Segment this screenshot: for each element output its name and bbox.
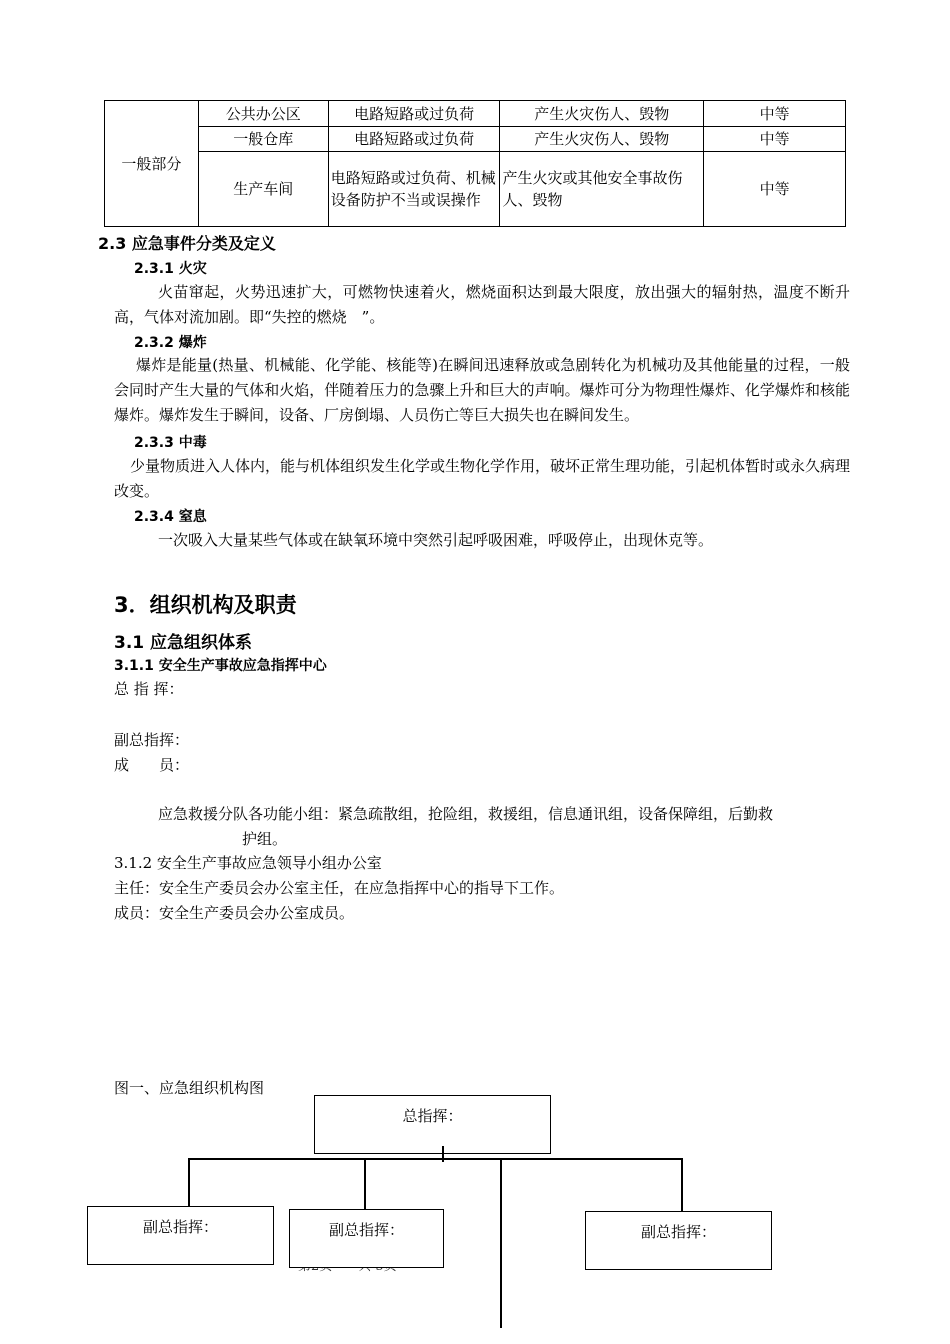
office-members-line: 成员：安全生产委员会办公室成员。: [114, 904, 355, 922]
right-connector: [681, 1158, 683, 1211]
deputy-box-label: 副总指挥：: [142, 1218, 218, 1236]
director-line: 主任：安全生产委员会办公室主任，在应急指挥中心的指导下工作。: [114, 879, 565, 897]
level-cell: 中等: [704, 101, 846, 127]
poison-paragraph: 少量物质进入人体内，能与机体组织发生化学或生物化学作用，破坏正常生理功能，引起机体暂时或永久病理改变。: [114, 457, 851, 500]
consequence-cell: 产生火灾或其他安全事故伤人、毁物: [500, 152, 704, 227]
group-cell: 一般部分: [105, 101, 199, 227]
commander-line: 总 指 挥：: [114, 680, 184, 698]
deputy-line: 副总指挥：: [114, 731, 190, 749]
groups-line-2: 护组。: [242, 830, 288, 848]
suffocation-paragraph: 一次吸入大量某些气体或在缺氧环境中突然引起呼吸困难，呼吸停止，出现休克等。: [158, 531, 714, 549]
commander-box-label: 总指挥：: [402, 1107, 463, 1125]
poison-heading: 2.3.3 中毒: [134, 435, 207, 451]
vertical-trunk: [500, 1158, 502, 1328]
cause-cell: 电路短路或过负荷: [328, 101, 500, 127]
explosion-paragraph: 爆炸是能量(热量、机械能、化学能、核能等)在瞬间迅速释放或急剧转化为机械功及其他能量的过程，一般会同时产生大量的气体和火焰，伴随着压力的急骤上升和巨大的声响。爆炸可分为物理性爆炸、化学爆炸和核能爆炸。爆炸发生于瞬间，设备、厂房倒塌、人员伤亡等巨大损失也在瞬间发生。: [114, 356, 850, 424]
consequence-cell: 产生火灾伤人、毁物: [500, 127, 704, 152]
place-cell: 一般仓库: [198, 127, 328, 152]
deputy-box-label: 副总指挥：: [640, 1223, 716, 1241]
level-cell: 中等: [704, 127, 846, 152]
commander-box: [314, 1095, 551, 1154]
explosion-heading: 2.3.2 爆炸: [134, 335, 207, 351]
fire-paragraph: 火苗窜起，火势迅速扩大，可燃物快速着火，燃烧面积达到最大限度，放出强大的辐射热，温度不断升高，气体对流加剧。即“失控的燃烧 ”。: [114, 283, 850, 326]
section-2-3-heading: 2.3 应急事件分类及定义: [98, 234, 276, 253]
deputy-box-right: [585, 1211, 772, 1270]
table-row: [105, 127, 846, 152]
section-3-1-2-heading: 3.1.2 安全生产事故应急领导小组办公室: [114, 854, 382, 872]
middle-connector: [364, 1158, 366, 1210]
table-row: [105, 101, 846, 127]
horizontal-connector: [188, 1158, 683, 1160]
table-row: [105, 152, 846, 227]
place-cell: 公共办公区: [198, 101, 328, 127]
cause-cell: 电路短路或过负荷: [328, 127, 500, 152]
members-line: 成 员：: [114, 756, 190, 774]
risk-table: [104, 100, 846, 227]
place-cell: 生产车间: [198, 152, 328, 227]
groups-line-1: 应急救援分队各功能小组：紧急疏散组，抢险组，救援组，信息通讯组，设备保障组，后勤救: [158, 805, 774, 823]
suffocation-heading: 2.3.4 窒息: [134, 509, 207, 525]
deputy-box-left: [87, 1206, 274, 1265]
left-connector: [188, 1158, 190, 1208]
cause-cell: 电路短路或过负荷、机械设备防护不当或误操作: [328, 152, 500, 227]
section-3-heading: 3．组织机构及职责: [114, 593, 297, 617]
center-tick: [442, 1146, 444, 1162]
consequence-cell: 产生火灾伤人、毁物: [500, 101, 704, 127]
deputy-box-middle: [289, 1209, 444, 1268]
org-chart-caption: 图一、应急组织机构图: [114, 1079, 265, 1097]
deputy-box-label: 副总指挥：: [328, 1221, 404, 1239]
section-3-1-heading: 3.1 应急组织体系: [114, 633, 253, 653]
section-3-1-1-heading: 3.1.1 安全生产事故应急指挥中心: [114, 658, 327, 674]
fire-heading: 2.3.1 火灾: [134, 261, 207, 277]
level-cell: 中等: [704, 152, 846, 227]
